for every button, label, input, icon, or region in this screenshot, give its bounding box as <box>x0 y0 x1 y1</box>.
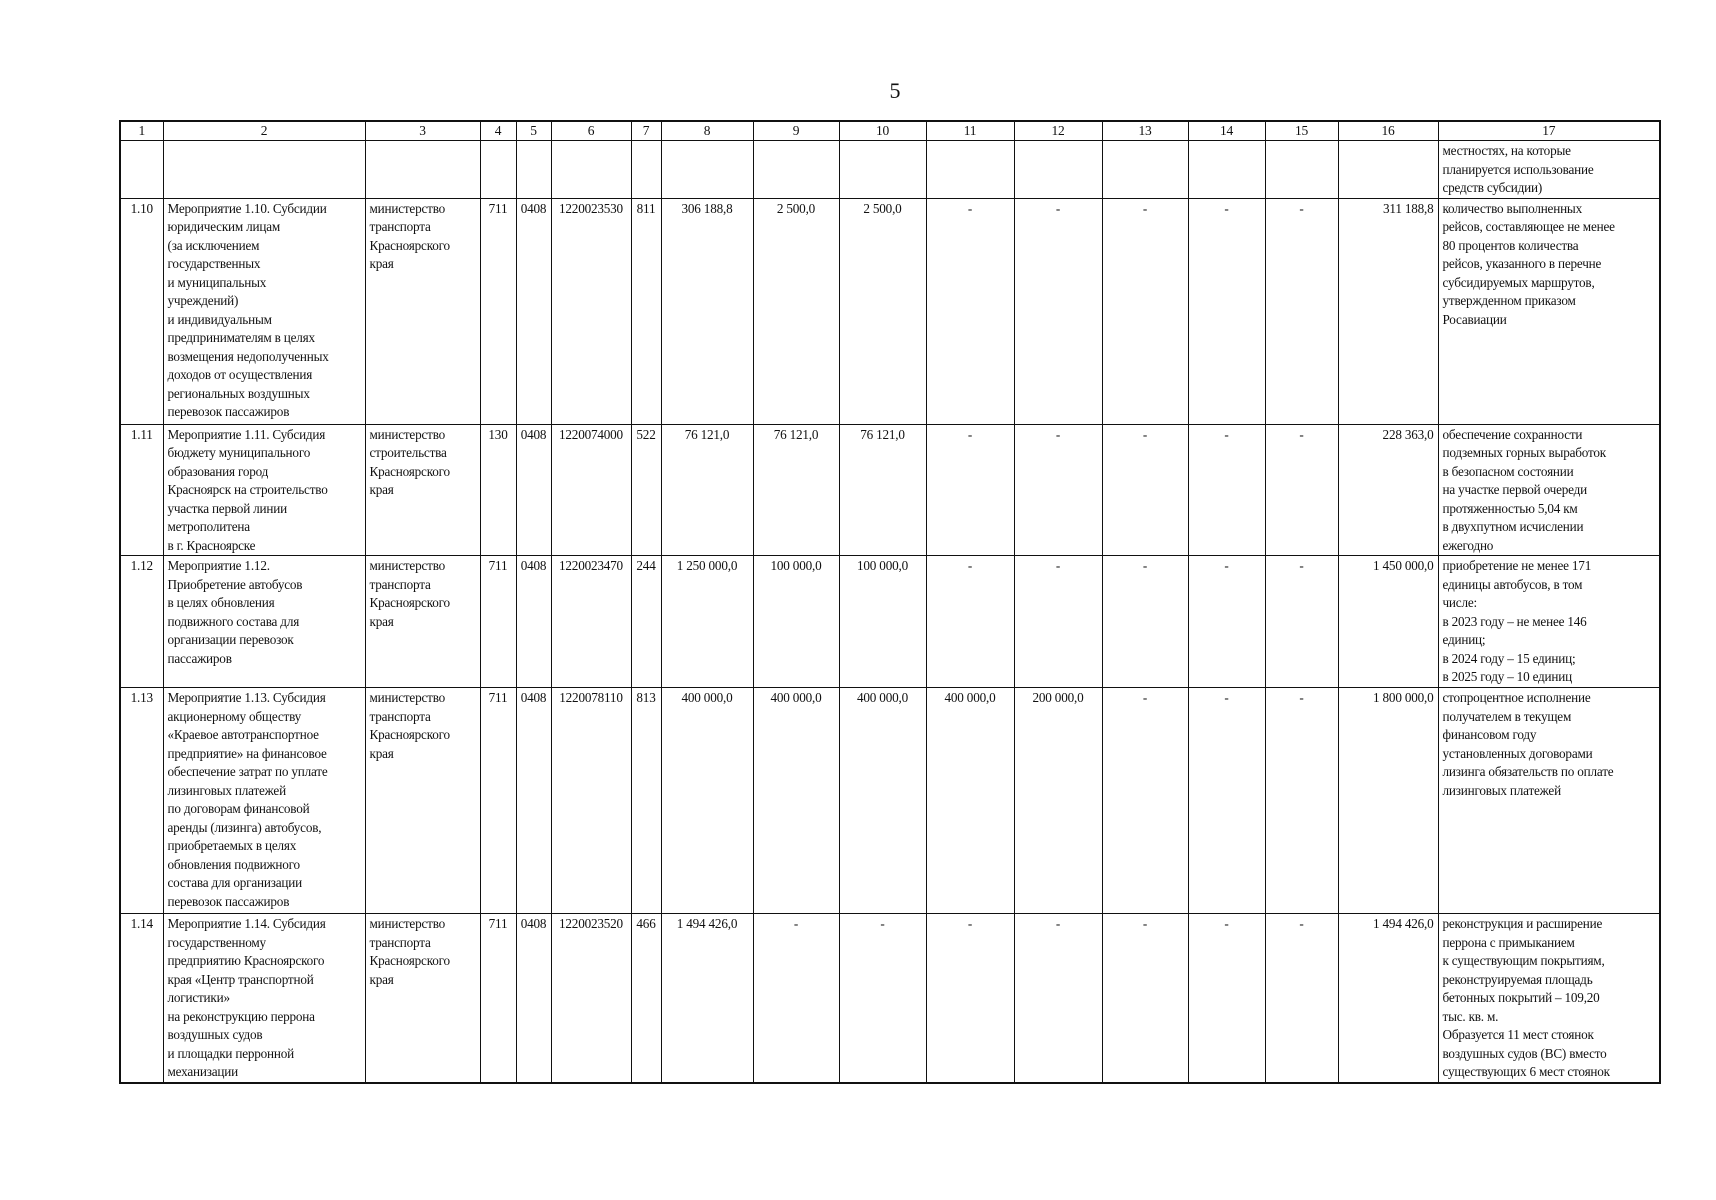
amount-total-cell: 1 450 000,0 <box>1338 556 1438 688</box>
amount-2028-cell <box>1102 141 1188 199</box>
expense-type-code-cell: 813 <box>631 688 661 914</box>
amount-2029-cell <box>1188 141 1265 199</box>
amount-2023-cell: 306 188,8 <box>661 198 753 424</box>
row-number-cell: 1.12 <box>120 556 163 688</box>
grbs-code-cell <box>480 141 516 199</box>
grbs-code-cell: 711 <box>480 914 516 1083</box>
target-article-code-cell: 1220023530 <box>551 198 631 424</box>
column-number: 7 <box>631 121 661 141</box>
responsible-body-cell: министерство строительства Красноярского края <box>365 424 480 556</box>
measure-name-cell: Мероприятие 1.10. Субсидии юридическим лицам (за исключением государственных и муниципальных учреждений) и индивидуальным предпринимателям в целях возмещения недополученных доходов от осуществления региональных воздушных перевозок пассажиров <box>163 198 365 424</box>
amount-2025-cell: 2 500,0 <box>839 198 926 424</box>
table-row <box>120 141 1660 199</box>
column-number: 16 <box>1338 121 1438 141</box>
expense-type-code-cell: 466 <box>631 914 661 1083</box>
row-number-cell: 1.13 <box>120 688 163 914</box>
amount-2028-cell: - <box>1102 914 1188 1083</box>
grbs-code-cell: 130 <box>480 424 516 556</box>
amount-2028-cell: - <box>1102 198 1188 424</box>
expected-result-cell: реконструкция и расширение перрона с примыканием к существующим покрытиям, реконструируемая площадь бетонных покрытий – 109,20 тыс. кв. м. Образуется 11 мест стоянок воздушных судов (ВС) вместо существующих 6 мест стоянок <box>1438 914 1660 1083</box>
table-row <box>120 424 1660 556</box>
column-number: 12 <box>1014 121 1102 141</box>
amount-2026-cell <box>926 141 1014 199</box>
amount-2025-cell: 76 121,0 <box>839 424 926 556</box>
amount-2024-cell: 400 000,0 <box>753 688 839 914</box>
amount-2025-cell: 400 000,0 <box>839 688 926 914</box>
grbs-code-cell: 711 <box>480 198 516 424</box>
responsible-body-cell: министерство транспорта Красноярского края <box>365 556 480 688</box>
section-code-cell: 0408 <box>516 198 551 424</box>
amount-total-cell: 1 800 000,0 <box>1338 688 1438 914</box>
responsible-body-cell: министерство транспорта Красноярского края <box>365 688 480 914</box>
measure-name-cell <box>163 141 365 199</box>
section-code-cell <box>516 141 551 199</box>
amount-2026-cell: - <box>926 556 1014 688</box>
amount-2027-cell: - <box>1014 556 1102 688</box>
table-row <box>120 556 1660 688</box>
amount-total-cell: 1 494 426,0 <box>1338 914 1438 1083</box>
table-row <box>120 688 1660 914</box>
amount-2029-cell: - <box>1188 198 1265 424</box>
amount-2026-cell: - <box>926 914 1014 1083</box>
amount-2024-cell: 76 121,0 <box>753 424 839 556</box>
target-article-code-cell: 1220023470 <box>551 556 631 688</box>
column-number: 3 <box>365 121 480 141</box>
row-number-cell <box>120 141 163 199</box>
amount-2030-cell <box>1265 141 1338 199</box>
amount-2029-cell: - <box>1188 688 1265 914</box>
amount-2027-cell: - <box>1014 914 1102 1083</box>
expected-result-cell: стопроцентное исполнение получателем в текущем финансовом году установленных договорами лизинга обязательств по оплате лизинговых платежей <box>1438 688 1660 914</box>
expected-result-cell: обеспечение сохранности подземных горных выработок в безопасном состоянии на участке первой очереди протяженностью 5,04 км в двухпутном исчислении ежегодно <box>1438 424 1660 556</box>
amount-2026-cell: 400 000,0 <box>926 688 1014 914</box>
amount-2029-cell: - <box>1188 424 1265 556</box>
target-article-code-cell: 1220023520 <box>551 914 631 1083</box>
column-number: 2 <box>163 121 365 141</box>
column-number: 9 <box>753 121 839 141</box>
row-number-cell: 1.11 <box>120 424 163 556</box>
column-number: 14 <box>1188 121 1265 141</box>
amount-2026-cell: - <box>926 424 1014 556</box>
section-code-cell: 0408 <box>516 914 551 1083</box>
column-number: 11 <box>926 121 1014 141</box>
measure-name-cell: Мероприятие 1.13. Субсидия акционерному обществу «Краевое автотранспортное предприятие» на финансовое обеспечение затрат по уплате лизинговых платежей по договорам финансовой аренды (лизинга) автобусов, приобретаемых в целях обновления подвижного состава для организации перевозок пассажиров <box>163 688 365 914</box>
amount-2024-cell <box>753 141 839 199</box>
expected-result-cell: приобретение не менее 171 единицы автобусов, в том числе: в 2023 году – не менее 146 единиц; в 2024 году – 15 единиц; в 2025 году – 10 единиц <box>1438 556 1660 688</box>
table-row <box>120 914 1660 1083</box>
amount-2024-cell: 2 500,0 <box>753 198 839 424</box>
amount-2023-cell: 1 250 000,0 <box>661 556 753 688</box>
expense-type-code-cell <box>631 141 661 199</box>
amount-2023-cell: 76 121,0 <box>661 424 753 556</box>
expected-result-cell: местностях, на которые планируется использование средств субсидии) <box>1438 141 1660 199</box>
amount-2025-cell: 100 000,0 <box>839 556 926 688</box>
section-code-cell: 0408 <box>516 424 551 556</box>
responsible-body-cell: министерство транспорта Красноярского края <box>365 914 480 1083</box>
page-number: 5 <box>889 78 901 103</box>
amount-2027-cell: - <box>1014 424 1102 556</box>
amount-2025-cell: - <box>839 914 926 1083</box>
measure-name-cell: Мероприятие 1.12. Приобретение автобусов в целях обновления подвижного состава для организации перевозок пассажиров <box>163 556 365 688</box>
responsible-body-cell <box>365 141 480 199</box>
row-number-cell: 1.10 <box>120 198 163 424</box>
amount-2030-cell: - <box>1265 198 1338 424</box>
column-number: 5 <box>516 121 551 141</box>
section-code-cell: 0408 <box>516 688 551 914</box>
amount-2028-cell: - <box>1102 424 1188 556</box>
measures-table <box>119 120 1661 1084</box>
row-number-cell: 1.14 <box>120 914 163 1083</box>
amount-2023-cell: 400 000,0 <box>661 688 753 914</box>
amount-2024-cell: 100 000,0 <box>753 556 839 688</box>
amount-2029-cell: - <box>1188 914 1265 1083</box>
column-number-row <box>120 121 1660 141</box>
column-number: 13 <box>1102 121 1188 141</box>
measure-name-cell: Мероприятие 1.14. Субсидия государственному предприятию Красноярского края «Центр транспортной логистики» на реконструкцию перрона воздушных судов и площадки перронной механизации <box>163 914 365 1083</box>
column-number: 1 <box>120 121 163 141</box>
amount-total-cell: 311 188,8 <box>1338 198 1438 424</box>
expense-type-code-cell: 522 <box>631 424 661 556</box>
target-article-code-cell: 1220078110 <box>551 688 631 914</box>
responsible-body-cell: министерство транспорта Красноярского края <box>365 198 480 424</box>
column-number: 17 <box>1438 121 1660 141</box>
column-number: 6 <box>551 121 631 141</box>
amount-2026-cell: - <box>926 198 1014 424</box>
grbs-code-cell: 711 <box>480 556 516 688</box>
target-article-code-cell <box>551 141 631 199</box>
amount-total-cell <box>1338 141 1438 199</box>
amount-2027-cell: - <box>1014 198 1102 424</box>
column-number: 4 <box>480 121 516 141</box>
amount-2023-cell: 1 494 426,0 <box>661 914 753 1083</box>
expense-type-code-cell: 811 <box>631 198 661 424</box>
expense-type-code-cell: 244 <box>631 556 661 688</box>
amount-total-cell: 228 363,0 <box>1338 424 1438 556</box>
amount-2029-cell: - <box>1188 556 1265 688</box>
expected-result-cell: количество выполненных рейсов, составляющее не менее 80 процентов количества рейсов, указанного в перечне субсидируемых маршрутов, утвержденном приказом Росавиации <box>1438 198 1660 424</box>
amount-2028-cell: - <box>1102 556 1188 688</box>
amount-2024-cell: - <box>753 914 839 1083</box>
amount-2030-cell: - <box>1265 688 1338 914</box>
amount-2025-cell <box>839 141 926 199</box>
amount-2027-cell: 200 000,0 <box>1014 688 1102 914</box>
column-number: 15 <box>1265 121 1338 141</box>
amount-2030-cell: - <box>1265 556 1338 688</box>
amount-2030-cell: - <box>1265 424 1338 556</box>
column-number: 10 <box>839 121 926 141</box>
amount-2028-cell: - <box>1102 688 1188 914</box>
amount-2027-cell <box>1014 141 1102 199</box>
amount-2023-cell <box>661 141 753 199</box>
section-code-cell: 0408 <box>516 556 551 688</box>
grbs-code-cell: 711 <box>480 688 516 914</box>
target-article-code-cell: 1220074000 <box>551 424 631 556</box>
column-number: 8 <box>661 121 753 141</box>
measure-name-cell: Мероприятие 1.11. Субсидия бюджету муниципального образования город Красноярск на строительство участка первой линии метрополитена в г. Красноярске <box>163 424 365 556</box>
table-row <box>120 198 1660 424</box>
amount-2030-cell: - <box>1265 914 1338 1083</box>
